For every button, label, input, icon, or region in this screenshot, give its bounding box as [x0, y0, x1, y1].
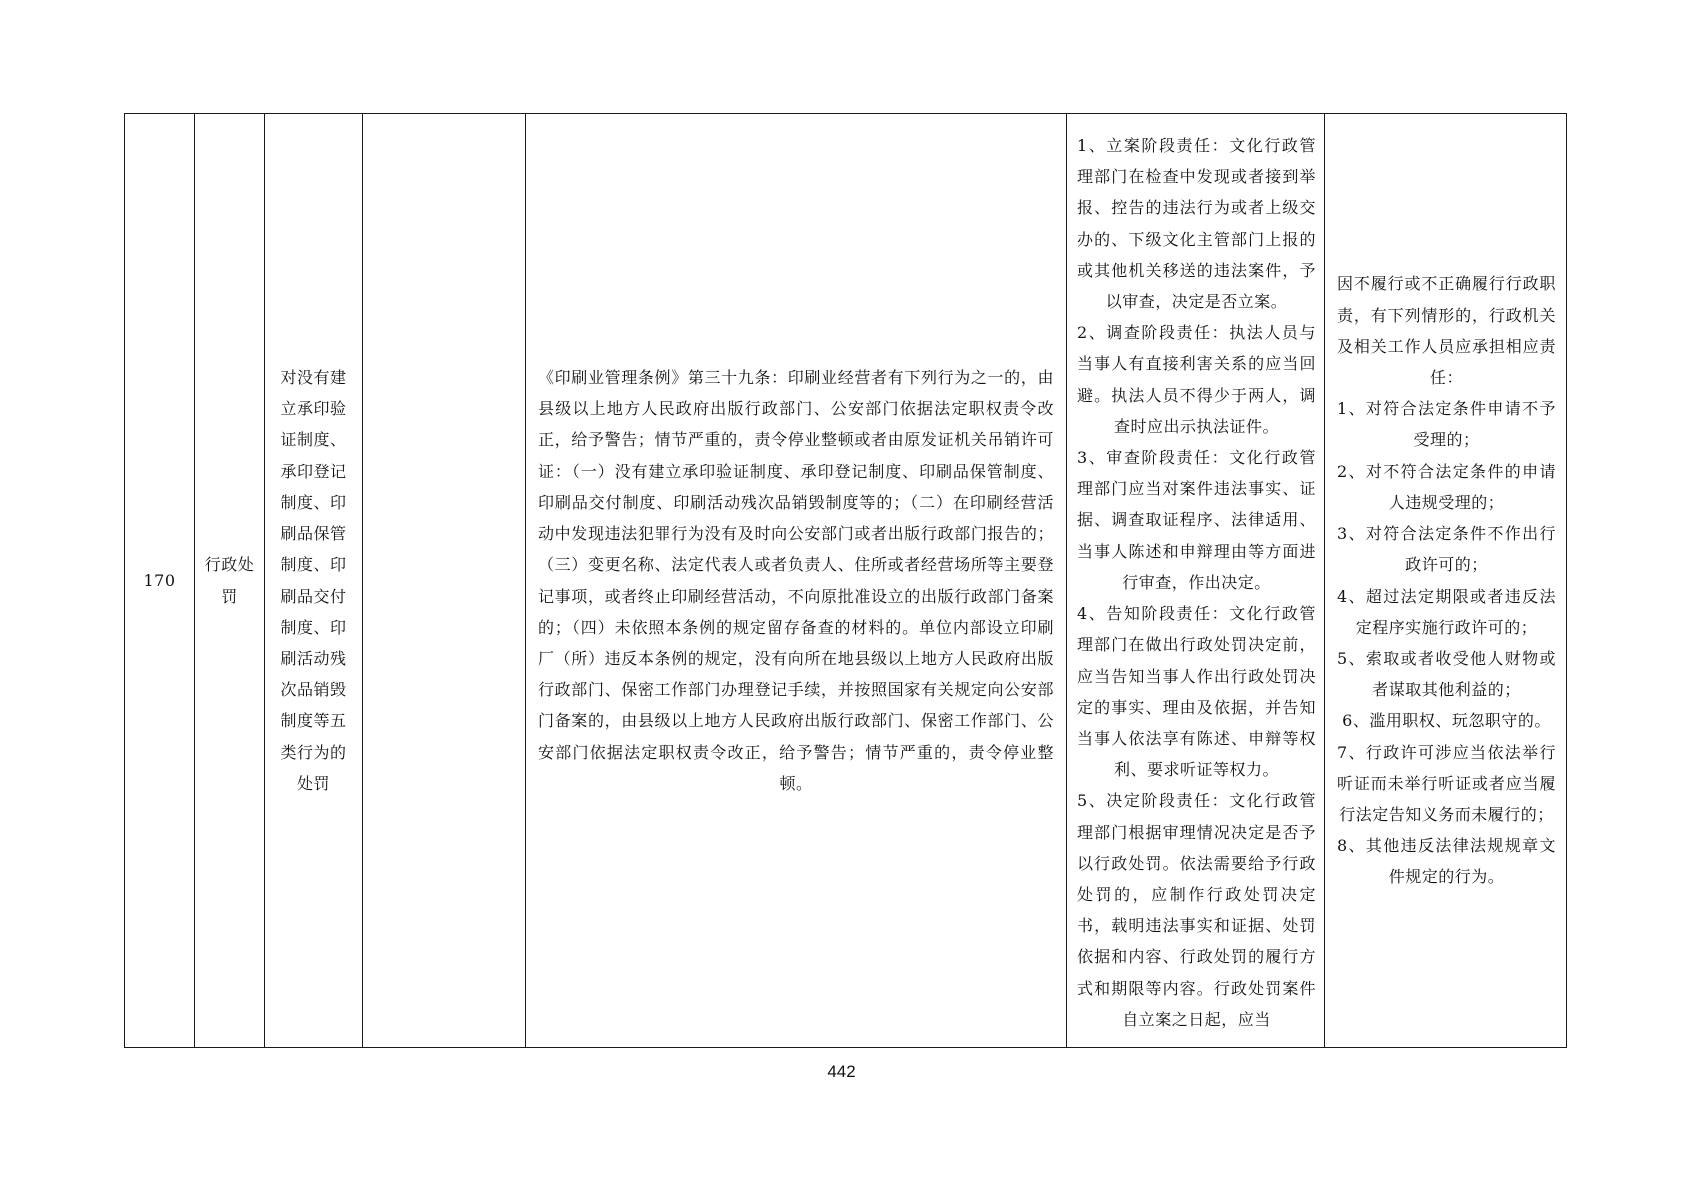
- row-number: 170: [143, 570, 176, 590]
- duty-items-cell: [1067, 114, 1325, 1048]
- liability-item: 5、索取或者收受他人财物或者谋取其他利益的；: [1337, 648, 1556, 700]
- liability-intro: 因不履行或不正确履行行政职责，有下列情形的，行政机关及相关工作人员应承担相应责任：: [1337, 274, 1556, 388]
- duty-item: 2、调查阶段责任：执法人员与当事人有直接利害关系的应当回避。执法人员不得少于两人，调查时应出示执法证件。: [1077, 323, 1316, 436]
- liability-item: 4、超过法定期限或者违反法定程序实施行政许可的；: [1337, 586, 1556, 637]
- page-number: 442: [827, 1062, 856, 1081]
- liability-item: 3、对符合法定条件不作出行政许可的；: [1337, 524, 1556, 575]
- liability-cell: [1325, 114, 1567, 1048]
- duty-item: 4、告知阶段责任：文化行政管理部门在做出行政处罚决定前，应当告知当事人作出行政处罚决定的事实、理由及依据，并告知当事人依法享有陈述、申辩等权利、要求听证等权力。: [1077, 604, 1316, 780]
- duty-item: 1、立案阶段责任：文化行政管理部门在检查中发现或者接到举报、控告的违法行为或者上级交办的、下级文化主管部门上报的或其他机关移送的违法案件，予以审查，决定是否立案。: [1077, 136, 1316, 312]
- power-type-cell: [195, 114, 265, 1048]
- liability-item: 6、滥用职权、玩忽职守的。: [1342, 711, 1551, 731]
- legal-basis: 《印刷业管理条例》第三十九条：印刷业经营者有下列行为之一的，由县级以上地方人民政府出版行政部门、公安部门依据法定职权责令改正，给予警告；情节严重的，责令停业整顿或者由原发证机关吊销许可证：（一）没有建立承印验证制度、承印登记制度、印刷品保管制度、印刷品交付制度、印刷活动残次品销毁制度等的；（二）在印刷经营活动中发现违法犯罪行为没有及时向公安部门或者出版行政部门报告的；（三）变更名称、法定代表人或者负责人、住所或者经营场所等主要登记事项，或者终止印刷经营活动，不向原批准设立的出版行政部门备案的；（四）未依照本条例的规定留存备查的材料的。单位内部设立印刷厂（所）违反本条例的规定，没有向所在地县级以上地方人民政府出版行政部门、保密工作部门办理登记手续，并按照国家有关规定向公安部门备案的，由县级以上地方人民政府出版行政部门、保密工作部门、公安部门依据法定职权责令改正，给予警告；情节严重的，责令停业整顿。: [538, 368, 1054, 793]
- table-row: [125, 114, 1567, 1048]
- item-name: 对没有建立承印验证制度、承印登记制度、印刷品保管制度、印刷品交付制度、印刷活动残次品销毁制度等五类行为的处罚: [280, 368, 347, 793]
- row-number-cell: [125, 114, 195, 1048]
- liability-item: 2、对不符合法定条件的申请人违规受理的；: [1337, 461, 1556, 512]
- power-type: 行政处罚: [204, 555, 255, 606]
- liability-item: 8、其他违反法律法规规章文件规定的行为。: [1337, 836, 1556, 887]
- responsibility-table: [124, 113, 1567, 1048]
- liability-item: 7、行政许可涉应当依法举行听证而未举行听证或者应当履行法定告知义务而未履行的；: [1337, 742, 1556, 824]
- subitem-cell: [363, 114, 526, 1048]
- legal-basis-cell: [526, 114, 1067, 1048]
- liability-item: 1、对符合法定条件申请不予受理的；: [1337, 399, 1556, 450]
- item-name-cell: [265, 114, 363, 1048]
- duty-item: 3、审查阶段责任：文化行政管理部门应当对案件违法事实、证据、调查取证程序、法律适用、当事人陈述和申辩理由等方面进行审查，作出决定。: [1077, 448, 1316, 592]
- duty-item: 5、决定阶段责任：文化行政管理部门根据审理情况决定是否予以行政处罚。依法需要给予行政处罚的，应制作行政处罚决定书，载明违法事实和证据、处罚依据和内容、行政处罚的履行方式和期限等内容。行政处罚案件自立案之日起，应当: [1077, 791, 1316, 1029]
